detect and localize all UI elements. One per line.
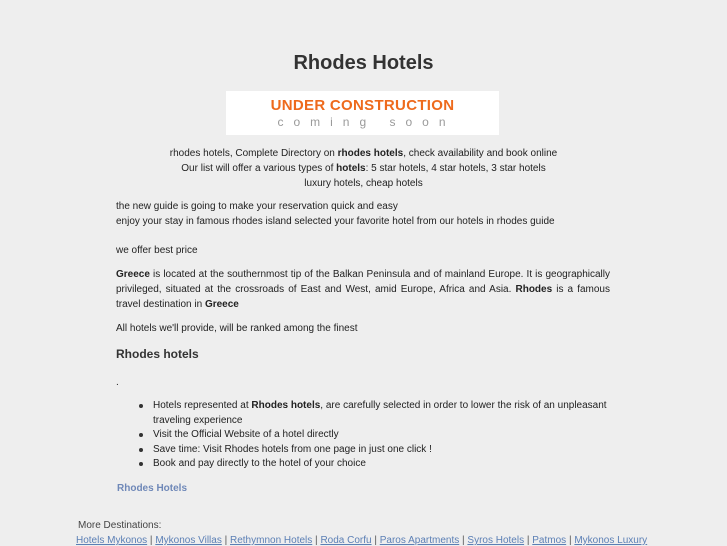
intro-line-1-post: , check availability and book online [403,148,558,159]
destinations-links [76,535,647,546]
separator: | [149,535,153,546]
destination-link-mykonos-luxury[interactable]: Mykonos Luxury [574,535,648,546]
intro-line-3: luxury hotels, cheap hotels [304,178,423,189]
separator: | [526,535,530,546]
best-price-text: we offer best price [116,245,198,256]
banner-main-text: UNDER CONSTRUCTION [270,97,455,114]
greece-bold-3: Greece [204,299,239,310]
separator: | [462,535,465,546]
intro-line-2-bold: hotels [336,163,366,174]
greece-bold-1: Greece [116,269,150,280]
intro-text [0,146,727,191]
intro-line-2 [0,161,727,176]
list-item [117,399,614,428]
intro-line-2-pre: Our list will offer a various types of [181,163,337,174]
greece-text-2: is a famous travel destination in [116,284,610,310]
bullet-1-bold: Rhodes hotels [251,400,321,411]
destination-link-hotels-mykonos[interactable]: Hotels Mykonos [76,535,148,546]
destination-link-patmos[interactable]: Patmos [532,535,567,546]
dot-text: . [116,377,119,388]
destination-link-rethymnon-hotels[interactable]: Rethymnon Hotels [230,535,313,546]
separator: | [568,535,572,546]
ranked-text: All hotels we'll provide, will be ranked among the finest [116,323,358,334]
destination-link-syros-hotels[interactable]: Syros Hotels [467,535,525,546]
section-heading: Rhodes hotels [116,347,199,361]
under-construction-banner [226,91,499,135]
greece-bold-2: Rhodes [515,284,553,295]
list-item: Visit the Official Website of a hotel directly [117,428,614,443]
list-item: Save time: Visit Rhodes hotels from one page in just one click ! [117,443,614,458]
guide-line-2: enjoy your stay in famous rhodes island selected your favorite hotel from our hotels in rhodes guide [116,216,555,227]
destination-link-mykonos-villas[interactable]: Mykonos Villas [155,535,222,546]
page-title: Rhodes Hotels [293,52,434,74]
separator: | [224,535,228,546]
list-item: Book and pay directly to the hotel of your choice [117,457,614,472]
banner-sub-text: coming soon [277,115,456,129]
destination-link-paros-apartments[interactable]: Paros Apartments [379,535,460,546]
more-destinations-label: More Destinations: [78,520,162,531]
separator: | [374,535,377,546]
bullet-1-pre: Hotels represented at [153,400,252,411]
destination-link-roda-corfu[interactable]: Roda Corfu [320,535,372,546]
greece-paragraph [116,267,610,312]
guide-text [116,199,610,229]
features-list [117,399,614,472]
rhodes-hotels-link[interactable]: Rhodes Hotels [117,483,188,494]
intro-line-1-pre: rhodes hotels, Complete Directory on [169,148,338,159]
bullet-1-post: , are carefully selected in order to lower the risk of an unpleasant traveling experience [153,400,607,426]
separator: | [315,535,318,546]
intro-line-1 [0,146,727,161]
guide-line-1: the new guide is going to make your reservation quick and easy [116,201,398,212]
intro-line-1-bold: rhodes hotels [337,148,404,159]
greece-text-1: is located at the southernmost tip of the Balkan Peninsula and of mainland Europe. It is geographically privileged, situated at the crossroads of East and West, amid Europe, Africa and Asia. [116,269,610,295]
intro-line-2-post: : 5 star hotels, 4 star hotels, 3 star hotels [365,163,546,174]
